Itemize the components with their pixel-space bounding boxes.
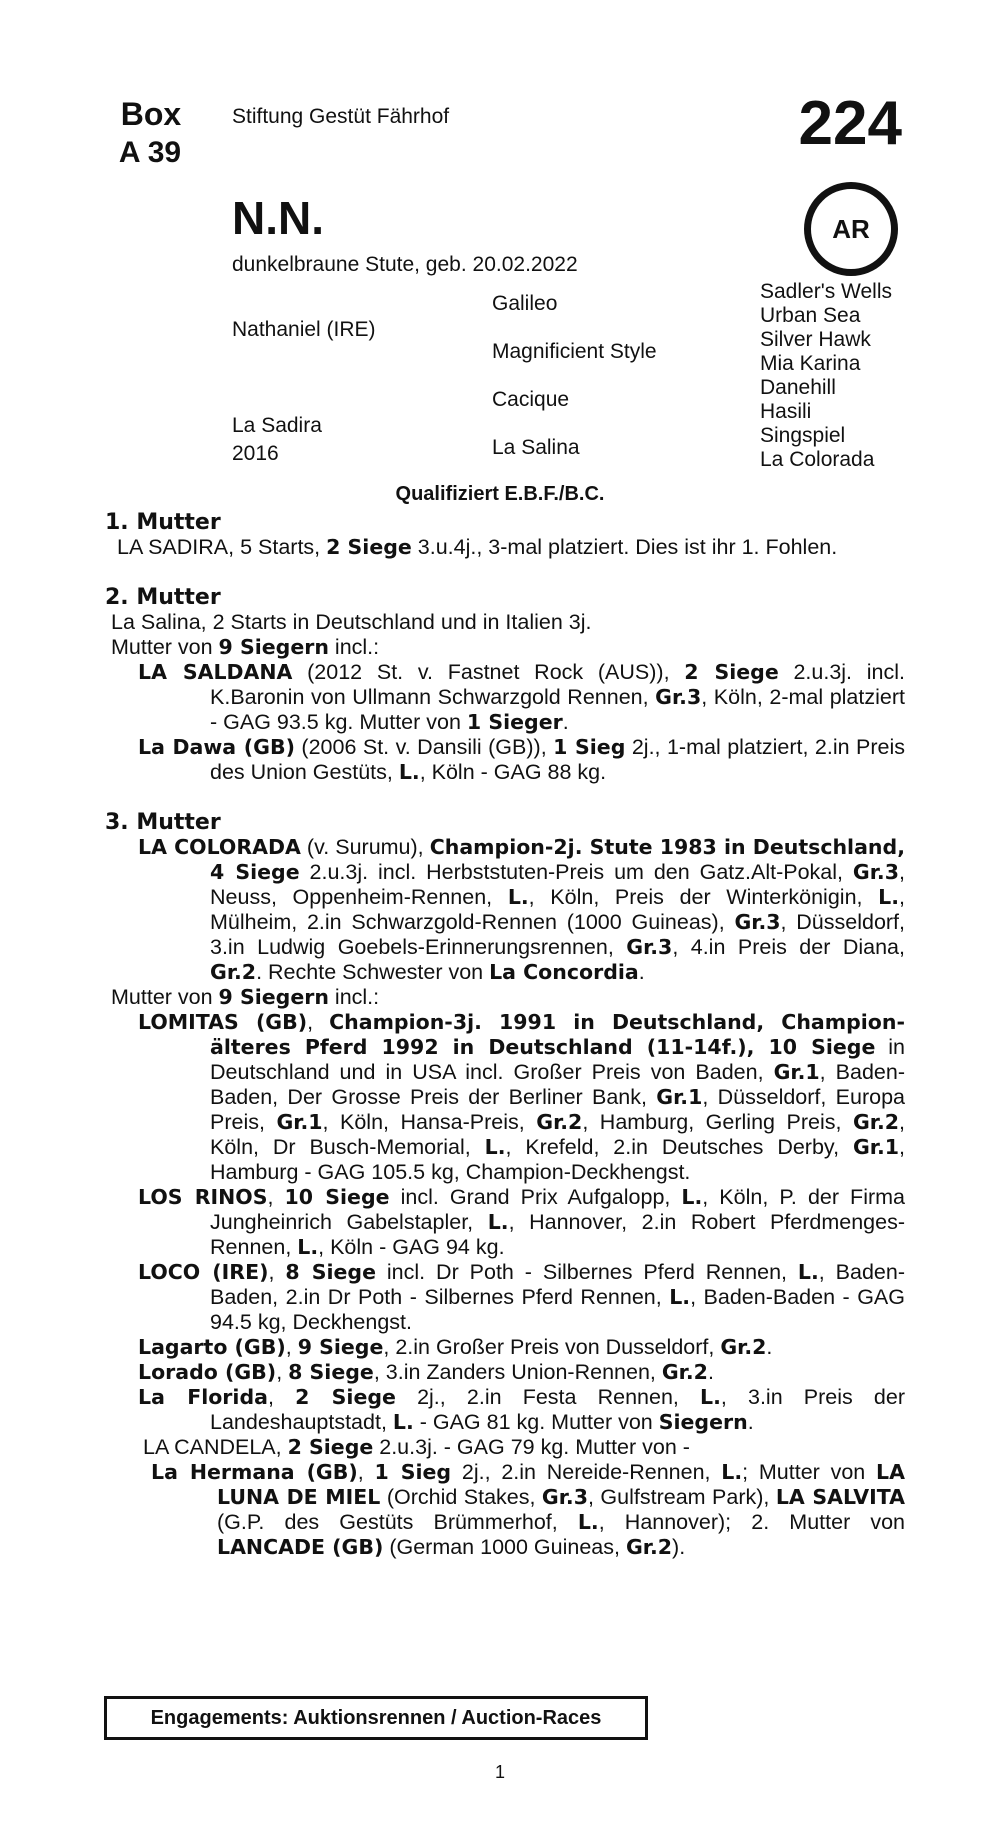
text-run: 2.u.3j. - GAG 79 kg. Mutter von -	[373, 1435, 690, 1459]
lot-number: 224	[798, 89, 902, 158]
bold-run: Gr.1	[773, 1060, 820, 1084]
bold-run: La Concordia	[489, 960, 639, 984]
text-run: , 2.in Großer Preis von Dusseldorf,	[383, 1335, 721, 1359]
bold-run: Gr.3	[655, 685, 702, 709]
text-run: , Baden-Baden, Der Grosse Preis der Berliner Bank,	[210, 1060, 905, 1109]
text-run: , Hannover, 2.in Robert Pferdmenges-Rennen,	[210, 1210, 905, 1259]
bold-run: Gr.3	[852, 860, 899, 884]
text-run: , Köln - GAG 94 kg.	[318, 1235, 505, 1259]
text-run: .	[747, 1410, 754, 1434]
text-run: , Düsseldorf, 3.in Ludwig Goebels-Erinnerungsrennen,	[210, 910, 906, 959]
produce-entry	[105, 660, 905, 735]
pedigree-gen3-7: Singspiel	[760, 424, 846, 447]
pedigree-gen3-4: Mia Karina	[760, 352, 861, 375]
bold-run: Gr.3	[734, 910, 781, 934]
bold-run: 8 Siege	[285, 1260, 376, 1284]
second-dam-entry	[105, 610, 905, 635]
text-run: , Köln, P. der Firma Jungheinrich Gabelstapler,	[210, 1185, 905, 1234]
bold-run: Gr.1	[656, 1085, 703, 1109]
text-run: in Deutschland und in USA incl. Großer Preis von Baden,	[210, 1035, 905, 1084]
bold-run: L.	[297, 1235, 319, 1259]
bold-run: 9 Siege	[297, 1335, 384, 1359]
bold-run: Gr.3	[626, 935, 673, 959]
text-run: , Hannover); 2. Mutter von	[598, 1510, 905, 1534]
bold-run: LOMITAS (GB)	[138, 1010, 308, 1034]
text-run: (2012 St. v. Fastnet Rock (AUS)),	[292, 660, 685, 684]
bold-run: LOS RINOS	[138, 1185, 268, 1209]
text-run: ,	[307, 1010, 330, 1034]
text-run: incl.:	[328, 635, 380, 659]
produce-entry	[105, 1185, 905, 1260]
bold-run: Champion-2j. Stute 1983 in Deutschland, 4 Siege	[210, 835, 905, 884]
bold-run: La Dawa (GB)	[138, 735, 295, 759]
text-run: (Orchid Stakes,	[380, 1485, 542, 1509]
text-run: 2.u.3j. incl. Herbststuten-Preis um den Gatz.Alt-Pokal,	[299, 860, 853, 884]
breeder-name: Stiftung Gestüt Fährhof	[232, 105, 450, 128]
text-run: , Köln, 2-mal platziert - GAG 93.5 kg. Mutter von	[210, 685, 905, 734]
bold-run: L.	[700, 1385, 721, 1409]
first-dam-entry	[105, 535, 905, 560]
text-run: 2.u.3j. incl. K.Baronin von Ullmann Schwarzgold Rennen,	[210, 660, 905, 709]
pedigree-gen3-1: Sadler's Wells	[760, 280, 892, 303]
bold-run: LA LUNA DE MIEL	[217, 1460, 905, 1509]
bold-run: 9 Siegern	[218, 635, 329, 659]
section-second-dam	[105, 585, 905, 785]
engagements-box	[104, 1696, 648, 1740]
bold-run: 2 Siege	[295, 1385, 396, 1409]
bold-run: 1 Sieg	[553, 735, 626, 759]
pedigree-gen3-3: Silver Hawk	[760, 328, 871, 351]
bold-run: 10 Siege	[284, 1185, 390, 1209]
text-run: incl.:	[328, 985, 380, 1009]
pedigree-gen2-2: Magnificient Style	[492, 340, 657, 363]
bold-run: L.	[878, 885, 900, 909]
pedigree-sire: Nathaniel (IRE)	[232, 318, 376, 341]
bold-run: 1 Sieg	[374, 1460, 452, 1484]
bold-run: Gr.2	[536, 1110, 583, 1134]
text-run: , Baden-Baden - GAG 94.5 kg, Deckhengst.	[210, 1285, 905, 1334]
text-run: ,	[267, 1385, 296, 1409]
text-run: , Gulfstream Park),	[588, 1485, 776, 1509]
bold-run: Lagarto (GB)	[138, 1335, 286, 1359]
engagements-label: Engagements: Auktionsrennen / Auction-Races	[150, 1706, 602, 1729]
section-third-dam	[105, 810, 905, 1560]
text-run: , Köln - GAG 88 kg.	[419, 760, 607, 784]
text-run: 2j., 2.in Festa Rennen,	[395, 1385, 701, 1409]
pedigree-gen3-6: Hasili	[760, 400, 812, 423]
text-run: Mutter von	[111, 635, 219, 659]
text-run: ; Mutter von	[742, 1460, 877, 1484]
text-run: , Köln, Hansa-Preis,	[322, 1110, 537, 1134]
section-title: 2. Mutter	[105, 585, 221, 610]
page-number: 1	[494, 1762, 505, 1782]
bold-run: LA SALVITA	[775, 1485, 905, 1509]
section-title: 3. Mutter	[105, 810, 221, 835]
bold-run: 2 Siege	[326, 535, 412, 559]
text-run: ,	[276, 1360, 289, 1384]
text-run: 2j., 1-mal platziert, 2.in Preis des Union Gestüts,	[210, 735, 906, 784]
box-number: A 39	[118, 136, 182, 169]
bold-run: Gr.2	[210, 960, 257, 984]
bold-run: LANCADE (GB)	[217, 1535, 384, 1559]
qualification: Qualifiziert E.B.F./B.C.	[395, 483, 605, 505]
text-run: ,	[357, 1460, 375, 1484]
bold-run: L.	[398, 760, 420, 784]
bold-run: L.	[669, 1285, 691, 1309]
produce-entry	[105, 1360, 905, 1385]
bold-run: 2 Siege	[684, 660, 779, 684]
bold-run: L.	[681, 1185, 703, 1209]
pedigree-gen3-8: La Colorada	[760, 448, 875, 471]
text-run: (2006 St. v. Dansili (GB)),	[294, 735, 554, 759]
pedigree-dam-year: 2016	[232, 442, 279, 465]
text-run: .	[638, 960, 645, 984]
pedigree-gen2-3: Cacique	[492, 388, 570, 411]
pedigree-gen3-2: Urban Sea	[760, 304, 861, 327]
text-run: ,	[268, 1260, 286, 1284]
text-run: .	[707, 1360, 714, 1384]
ar-badge-label: AR	[832, 213, 870, 244]
text-run: ,	[285, 1335, 298, 1359]
bold-run: Siegern	[658, 1410, 748, 1434]
text-run: . Rechte Schwester von	[256, 960, 490, 984]
text-run: , Düsseldorf, Europa Preis,	[210, 1085, 905, 1134]
bold-run: L.	[392, 1410, 414, 1434]
text-run: , Krefeld, 2.in Deutsches Derby,	[505, 1135, 853, 1159]
text-run: ,	[267, 1185, 285, 1209]
bold-run: LA SALDANA	[138, 660, 293, 684]
text-run: La Salina, 2 Starts in Deutschland und in Italien 3j.	[111, 610, 592, 634]
bold-run: L.	[507, 885, 529, 909]
pedigree-gen2-1: Galileo	[492, 292, 558, 315]
pedigree-gen2-4: La Salina	[492, 436, 580, 459]
section-first-dam	[105, 510, 905, 560]
box-label: Box	[120, 96, 182, 132]
third-dam-entry	[105, 835, 905, 985]
text-run: incl. Dr Poth - Silbernes Pferd Rennen,	[375, 1260, 798, 1284]
bold-run: 1 Sieger	[466, 710, 563, 734]
pedigree-gen3-5: Danehill	[760, 376, 836, 399]
text-run: , Köln, Preis der Winterkönigin,	[528, 885, 879, 909]
horse-description: dunkelbraune Stute, geb. 20.02.2022	[232, 253, 578, 276]
bold-run: Gr.2	[661, 1360, 708, 1384]
bold-run: Gr.2	[852, 1110, 900, 1134]
bold-run: 9 Siegern	[218, 985, 329, 1009]
bold-run: Champion-3j. 1991 in Deutschland, Champion-älteres Pferd 1992 in Deutschland (11-14f.), 10 Siege	[210, 1010, 905, 1059]
text-run: (German 1000 Guineas,	[383, 1535, 626, 1559]
bold-run: LA COLORADA	[138, 835, 301, 859]
pedigree-dam: La Sadira	[232, 414, 322, 437]
text-run: , Hamburg, Gerling Preis,	[582, 1110, 853, 1134]
text-run: , 3.in Preis der Landeshauptstadt,	[210, 1385, 905, 1434]
horse-name: N.N.	[232, 192, 324, 244]
bold-run: Gr.3	[541, 1485, 588, 1509]
text-run: LA SADIRA, 5 Starts,	[117, 535, 327, 559]
bold-run: Gr.2	[625, 1535, 673, 1559]
produce-entry	[105, 735, 905, 785]
bold-run: L.	[484, 1135, 506, 1159]
bold-run: LOCO (IRE)	[138, 1260, 269, 1284]
bold-run: L.	[721, 1460, 743, 1484]
text-run: , 4.in Preis der Diana,	[672, 935, 905, 959]
text-run: , Mülheim, 2.in Schwarzgold-Rennen (1000 Guineas),	[210, 885, 905, 934]
produce-entry	[105, 1435, 905, 1460]
text-run: (G.P. des Gestüts Brümmerhof,	[217, 1510, 578, 1534]
grand-produce-entry	[105, 1460, 905, 1560]
section-title: 1. Mutter	[105, 510, 221, 535]
produce-entry	[105, 1010, 905, 1185]
text-run: (v. Surumu),	[300, 835, 430, 859]
text-run: ).	[672, 1535, 686, 1559]
bold-run: Gr.2	[720, 1335, 767, 1359]
text-run: LA CANDELA,	[143, 1435, 288, 1459]
bold-run: L.	[487, 1210, 509, 1234]
bold-run: Lorado (GB)	[138, 1360, 277, 1384]
text-run: , Baden-Baden, 2.in Dr Poth - Silbernes Pferd Rennen,	[210, 1260, 905, 1309]
bold-run: La Hermana (GB)	[151, 1460, 358, 1484]
bold-run: Gr.1	[852, 1135, 900, 1159]
text-run: , Neuss, Oppenheim-Rennen,	[210, 860, 905, 909]
bold-run: 2 Siege	[287, 1435, 374, 1459]
text-run: , 3.in Zanders Union-Rennen,	[373, 1360, 662, 1384]
bold-run: L.	[577, 1510, 599, 1534]
third-dam-produce-intro	[105, 985, 905, 1010]
text-run: , Hamburg - GAG 105.5 kg, Champion-Deckhengst.	[210, 1135, 905, 1184]
text-run: .	[562, 710, 569, 734]
bold-run: 8 Siege	[288, 1360, 374, 1384]
ar-badge-icon	[804, 182, 898, 276]
text-run: 3.u.4j., 3-mal platziert. Dies ist ihr 1. Fohlen.	[411, 535, 838, 559]
bold-run: Gr.1	[276, 1110, 323, 1134]
produce-entry	[105, 1385, 905, 1435]
text-run: 2j., 2.in Nereide-Rennen,	[451, 1460, 722, 1484]
bold-run: La Florida	[138, 1385, 268, 1409]
text-run: , Köln, Dr Busch-Memorial,	[210, 1110, 905, 1159]
text-run: Mutter von	[111, 985, 219, 1009]
text-run: incl. Grand Prix Aufgalopp,	[389, 1185, 682, 1209]
produce-entry	[105, 1335, 905, 1360]
second-dam-produce-intro	[105, 635, 905, 660]
produce-entry	[105, 1260, 905, 1335]
text-run: .	[766, 1335, 773, 1359]
catalogue-content	[105, 510, 905, 1560]
text-run: - GAG 81 kg. Mutter von	[413, 1410, 659, 1434]
bold-run: L.	[797, 1260, 819, 1284]
